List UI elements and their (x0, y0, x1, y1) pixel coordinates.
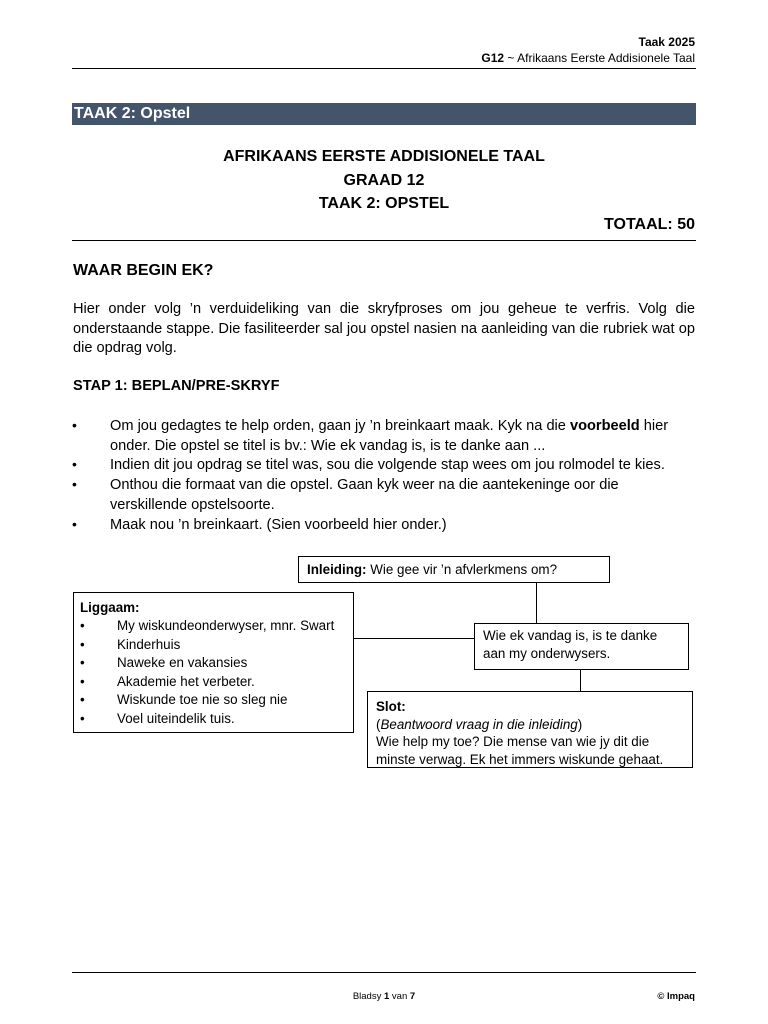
section-banner: TAAK 2: Opstel (72, 103, 696, 125)
footer-divider (72, 972, 696, 973)
section-heading: WAAR BEGIN EK? (73, 262, 214, 279)
inleiding-label: Inleiding: (307, 562, 367, 577)
bullet-item-4: Maak nou ’n breinkaart. (Sien voorbeeld hier onder.) (110, 517, 447, 533)
header-subject (481, 50, 695, 66)
slot-text: Wie help my toe? Die mense van wie jy dit die minste verwag. Ek het immers wiskunde gehaat. (376, 734, 664, 767)
list-item: • Voel uiteindelik tuis. (80, 710, 235, 726)
bullet-item-1: Om jou gedagtes te help orden, gaan jy ’n breinkaart maak. Kyk na die voorbeeld hier onder. Die opstel se titel is bv.: Wie ek vandag is, is te danke aan ... (110, 418, 669, 454)
header-subject-text: ~ Afrikaans Eerste Addisionele Taal (504, 51, 695, 65)
slot-note: (Beantwoord vraag in die inleiding) (376, 716, 583, 732)
header-task-year: Taak 2025 (638, 35, 695, 49)
bullet-dot: • (72, 456, 77, 472)
connector-line (536, 583, 537, 623)
bullet-dot: • (72, 476, 77, 492)
bullet-dot: • (72, 516, 77, 532)
mindmap-inleiding-box (298, 556, 610, 583)
title-line-3: TAAK 2: OPSTEL (318, 195, 450, 212)
mindmap-slot-box (367, 691, 693, 768)
page-number: Bladsy 1 van 7 (352, 991, 416, 1002)
mindmap-liggaam-box (73, 592, 354, 733)
list-item: • My wiskundeonderwyser, mnr. Swart (80, 618, 335, 633)
step-1-heading: STAP 1: BEPLAN/PRE-SKRYF (73, 378, 280, 394)
title-line-2: GRAAD 12 (343, 172, 425, 189)
bullet-item-2: Indien dit jou opdrag se titel was, sou die volgende stap wees om jou rolmodel te kies. (110, 457, 665, 473)
inleiding-text: Wie gee vir ’n afvlerkmens om? (366, 562, 558, 577)
bullet-item-3: Onthou die formaat van die opstel. Gaan kyk weer na die aantekeninge oor die verskillende opstelsoorte. (110, 477, 619, 513)
intro-paragraph: Hier onder volg ’n verduideliking van die skryfproses om jou geheue te verfris. Volg die onderstaande stappe. Die fasiliteerder sal jou opstel nasien na aanleiding van die rubriek wat op die opdrag volg. (73, 301, 695, 356)
list-item: • Kinderhuis (80, 636, 181, 652)
slot-label: Slot: (376, 699, 406, 714)
connector-line (580, 669, 581, 691)
list-item: • Akademie het verbeter. (80, 673, 255, 689)
connector-line (353, 638, 475, 639)
mindmap-center-box: Wie ek vandag is, is te danke aan my onderwysers. (474, 623, 689, 670)
copyright: © Impaq (657, 991, 695, 1002)
title-line-1: AFRIKAANS EERSTE ADDISIONELE TAAL (223, 148, 545, 165)
bullet-dot: • (72, 417, 77, 433)
title-divider (72, 240, 696, 241)
header-grade: G12 (481, 51, 505, 65)
list-item: • Naweke en vakansies (80, 655, 248, 671)
header-divider (72, 68, 696, 69)
total-marks: TOTAAL: 50 (604, 216, 695, 233)
liggaam-label: Liggaam: (80, 600, 140, 615)
liggaam-list (74, 617, 354, 729)
list-item: • Wiskunde toe nie so sleg nie (80, 692, 288, 708)
